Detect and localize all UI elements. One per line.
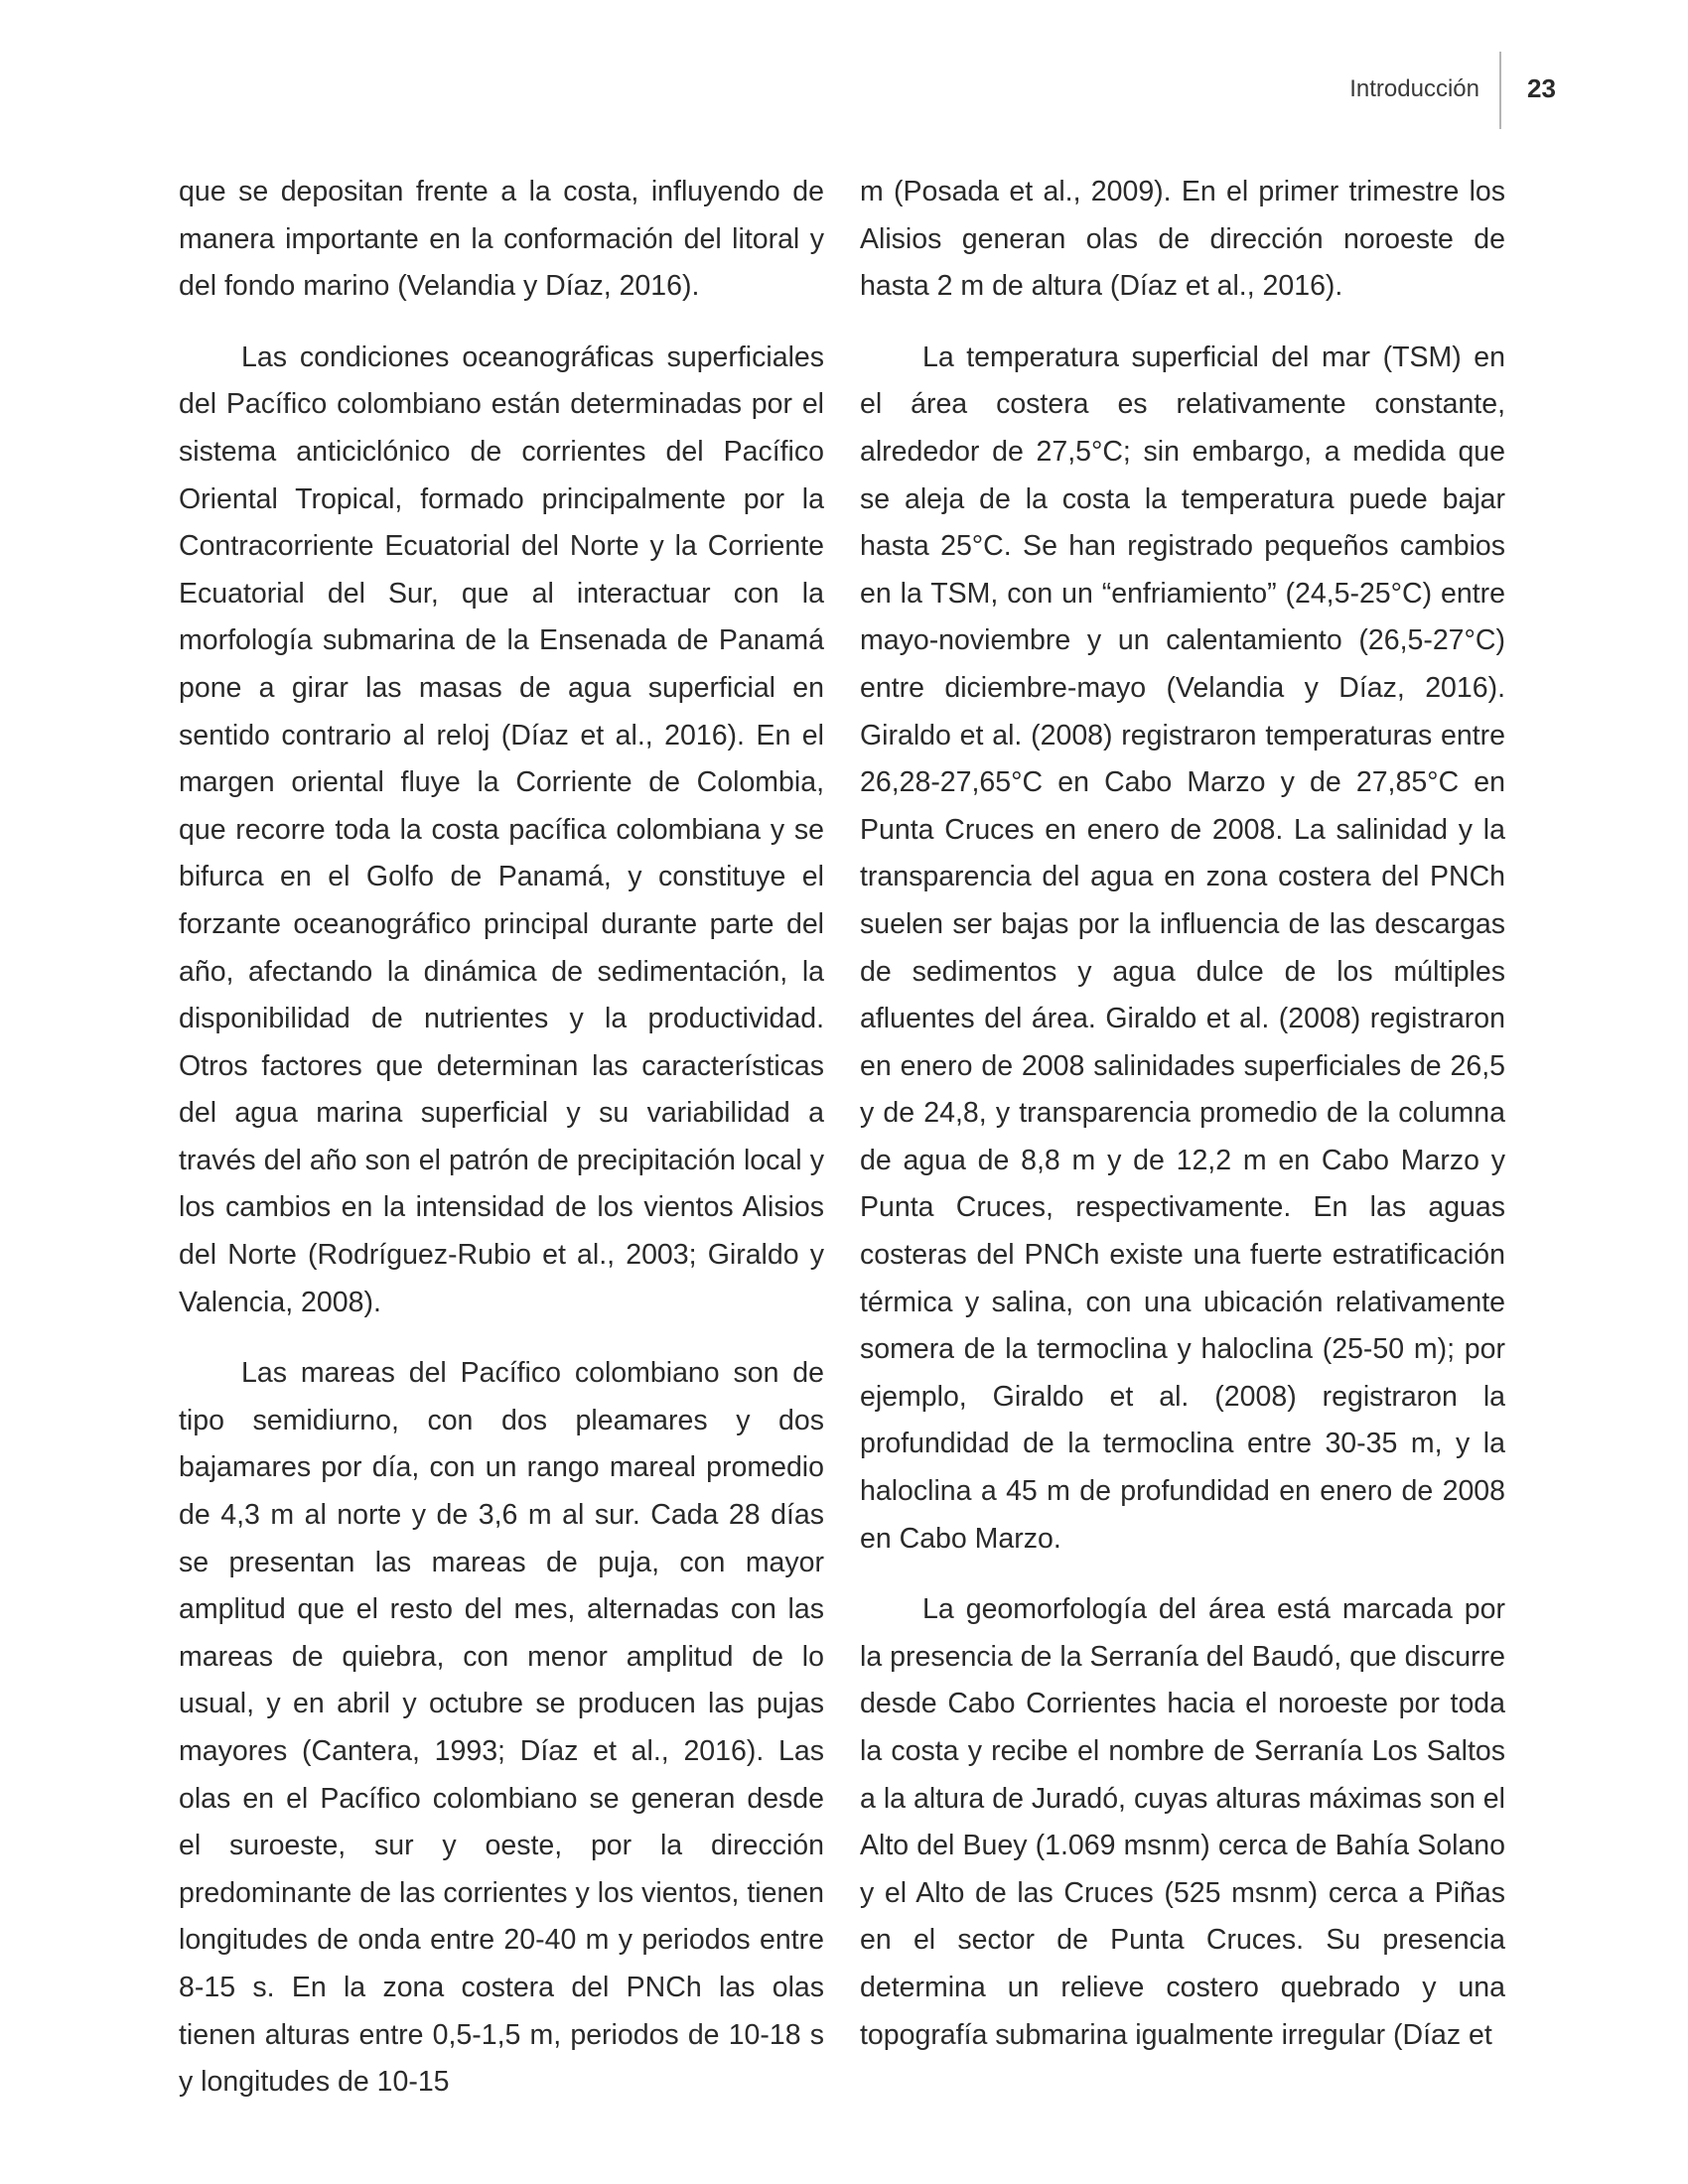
paragraph: La geomorfología del área está marcada por la presencia de la Serranía del Baudó, que discurre desde Cabo Corrientes hacia el noroeste por toda la costa y recibe el nombre de Serranía Los Saltos a la altura de Juradó, cuyas alturas máximas son el Alto del Buey (1.069 msnm) cerca de Bahía Solano y el Alto de las Cruces (525 msnm) cerca a Piñas en el sector de Punta Cruces. Su presencia determina un relieve costero quebrado y una topografía submarina igualmente irregular (Díaz et bbox=[860, 1593, 1505, 2051]
page-number: 23 bbox=[1527, 73, 1556, 103]
running-header-section: Introducción bbox=[1349, 75, 1479, 102]
paragraph: m (Posada et al., 2009). En el primer trimestre los Alisios generan olas de dirección noroeste de hasta 2 m de altura (Díaz et al., 2016). bbox=[860, 176, 1505, 303]
paragraph: La temperatura superficial del mar (TSM) en el área costera es relativamente constante, alrededor de 27,5°C; sin embargo, a medida que se aleja de la costa la temperatura puede bajar hasta 25°C. Se han registrado pequeños cambios en la TSM, con un “enfriamiento” (24,5-25°C) entre mayo-noviembre y un calentamiento (26,5-27°C) entre diciembre-mayo (Velandia y Díaz, 2016). Giraldo et al. (2008) registraron temperaturas entre 26,28-27,65°C en Cabo Marzo y de 27,85°C en Punta Cruces en enero de 2008. La salinidad y la transparencia del agua en zona costera del PNCh suelen ser bajas por la influencia de las descargas de sedimentos y agua dulce de los múltiples afluentes del área. Giraldo et al. (2008) registraron en enero de 2008 salinidades superficiales de 26,5 y de 24,8, y transparencia promedio de la columna de agua de 8,8 m y de 12,2 m en Cabo Marzo y Punta Cruces, respectivamente. En las aguas costeras del PNCh existe una fuerte estratificación térmica y salina, con una ubicación relativamente somera de la termoclina y haloclina (25-50 m); por ejemplo, Giraldo et al. (2008) registraron la profundidad de la termoclina entre 30-35 m, y la haloclina a 45 m de profundidad en enero de 2008 en Cabo Marzo. bbox=[860, 341, 1505, 1555]
left-column bbox=[179, 169, 824, 2130]
paragraph: Las mareas del Pacífico colombiano son de tipo semidiurno, con dos pleamares y dos bajamares por día, con un rango mareal promedio de 4,3 m al norte y de 3,6 m al sur. Cada 28 días se presentan las mareas de puja, con mayor amplitud que el resto del mes, alternadas con las mareas de quiebra, con menor amplitud de lo usual, y en abril y octubre se producen las pujas mayores (Cantera, 1993; Díaz et al., 2016). Las olas en el Pacífico colombiano se generan desde el suroeste, sur y oeste, por la dirección predominante de las corrientes y los vientos, tienen longitudes de onda entre 20-40 m y periodos entre 8-15 s. En la zona costera del PNCh las olas tienen alturas entre 0,5-1,5 m, periodos de 10-18 s y longitudes de 10-15 bbox=[179, 1357, 824, 2099]
page-header bbox=[0, 0, 1688, 139]
paragraph: que se depositan frente a la costa, influyendo de manera importante en la conformación del litoral y del fondo marino (Velandia y Díaz, 2016). bbox=[179, 176, 824, 303]
paragraph: Las condiciones oceanográficas superficiales del Pacífico colombiano están determinadas por el sistema anticiclónico de corrientes del Pacífico Oriental Tropical, formado principalmente por la Contracorriente Ecuatorial del Norte y la Corriente Ecuatorial del Sur, que al interactuar con la morfología submarina de la Ensenada de Panamá pone a girar las masas de agua superficial en sentido contrario al reloj (Díaz et al., 2016). En el margen oriental fluye la Corriente de Colombia, que recorre toda la costa pacífica colombiana y se bifurca en el Golfo de Panamá, y constituye el forzante oceanográfico principal durante parte del año, afectando la dinámica de sedimentación, la disponibilidad de nutrientes y la productividad. Otros factores que determinan las características del agua marina superficial y su variabilidad a través del año son el patrón de precipitación local y los cambios en la intensidad de los vientos Alisios del Norte (Rodríguez-Rubio et al., 2003; Giraldo y Valencia, 2008). bbox=[179, 341, 824, 1318]
right-column bbox=[860, 169, 1505, 2083]
header-divider bbox=[1499, 52, 1501, 129]
